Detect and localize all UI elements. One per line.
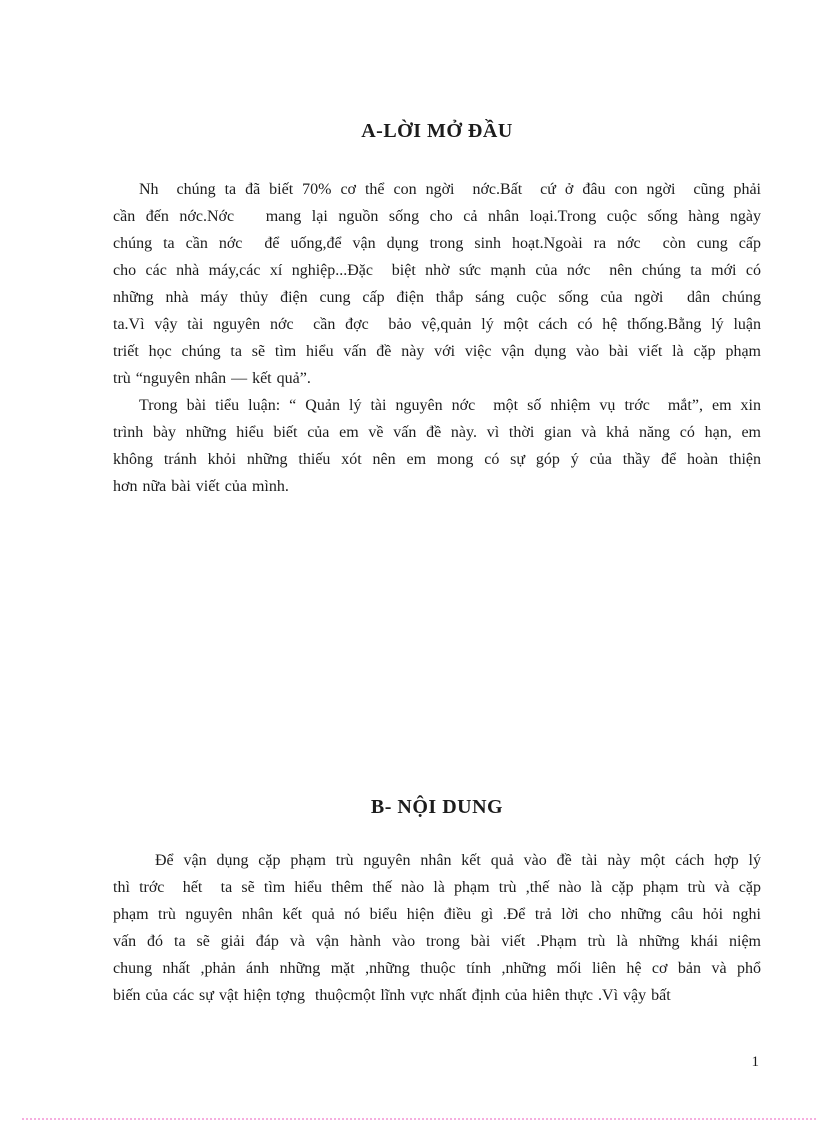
paragraph-intro-2: [113, 392, 761, 500]
paragraph-body-1: [113, 847, 761, 1009]
text-line: những nhà máy thủy điện cung cấp điện thắp sáng cuộc sống của ngời dân chúng: [113, 289, 761, 306]
document-content: [113, 0, 761, 1009]
section-a-heading: A-LỜI MỞ ĐẦU: [361, 120, 513, 142]
text-line: phạm trù nguyên nhân kết quả nó biểu hiện điều gì .Để trả lời cho những câu hỏi nghi: [113, 906, 761, 923]
text-line: triết học chúng ta sẽ tìm hiểu vấn đề này với việc vận dụng vào bài viết là cặp phạm: [113, 343, 761, 360]
text-line: chung nhất ,phản ánh những mặt ,những thuộc tính ,những mối liên hệ cơ bản và phổ: [113, 960, 761, 977]
text-line: thì trớc hết ta sẽ tìm hiểu thêm thế nào là phạm trù ,thế nào là cặp phạm trù và cặp: [113, 879, 761, 896]
text-line: ta.Vì vậy tài nguyên nớc cần đợc bảo vệ,quản lý một cách có hệ thống.Bằng lý luận: [113, 316, 761, 333]
bottom-dotted-border: [22, 1118, 816, 1120]
text-line: trình bày những hiểu biết của em về vấn đề này. vì thời gian và khả năng có hạn, em: [113, 424, 761, 441]
text-line: trù “nguyên nhân — kết quả”.: [113, 370, 311, 387]
text-line: Để vận dụng cặp phạm trù nguyên nhân kết quả vào đề tài này một cách hợp lý: [155, 852, 761, 869]
text-line: Nh chúng ta đã biết 70% cơ thể con ngời nớc.Bất cứ ở đâu con ngời cũng phải: [139, 181, 761, 198]
text-line: hơn nữa bài viết của mình.: [113, 478, 289, 495]
text-line: chúng ta cần nớc để uống,để vận dụng trong sinh hoạt.Ngoài ra nớc còn cung cấp: [113, 235, 761, 252]
text-line: cho các nhà máy,các xí nghiệp...Đặc biệt nhờ sức mạnh của nớc nên chúng ta mới có: [113, 262, 761, 279]
text-line: cần đến nớc.Nớc mang lại nguồn sống cho cả nhân loại.Trong cuộc sống hàng ngày: [113, 208, 761, 225]
text-line: biến của các sự vật hiện tợng thuộcmột lĩnh vực nhất định của hiên thực .Vì vậy bất: [113, 987, 671, 1004]
page-number: 1: [751, 1054, 759, 1070]
text-line: không tránh khỏi những thiếu xót nên em mong có sự góp ý của thầy để hoàn thiện: [113, 451, 761, 468]
paragraph-intro-1: [113, 176, 761, 392]
section-b-heading: B- NỘI DUNG: [370, 796, 504, 818]
text-line: vấn đó ta sẽ giải đáp và vận hành vào trong bài viết .Phạm trù là những khái niệm: [113, 933, 761, 950]
text-line: Trong bài tiểu luận: “ Quản lý tài nguyên nớc một số nhiệm vụ trớc mắt”, em xin: [139, 397, 761, 414]
